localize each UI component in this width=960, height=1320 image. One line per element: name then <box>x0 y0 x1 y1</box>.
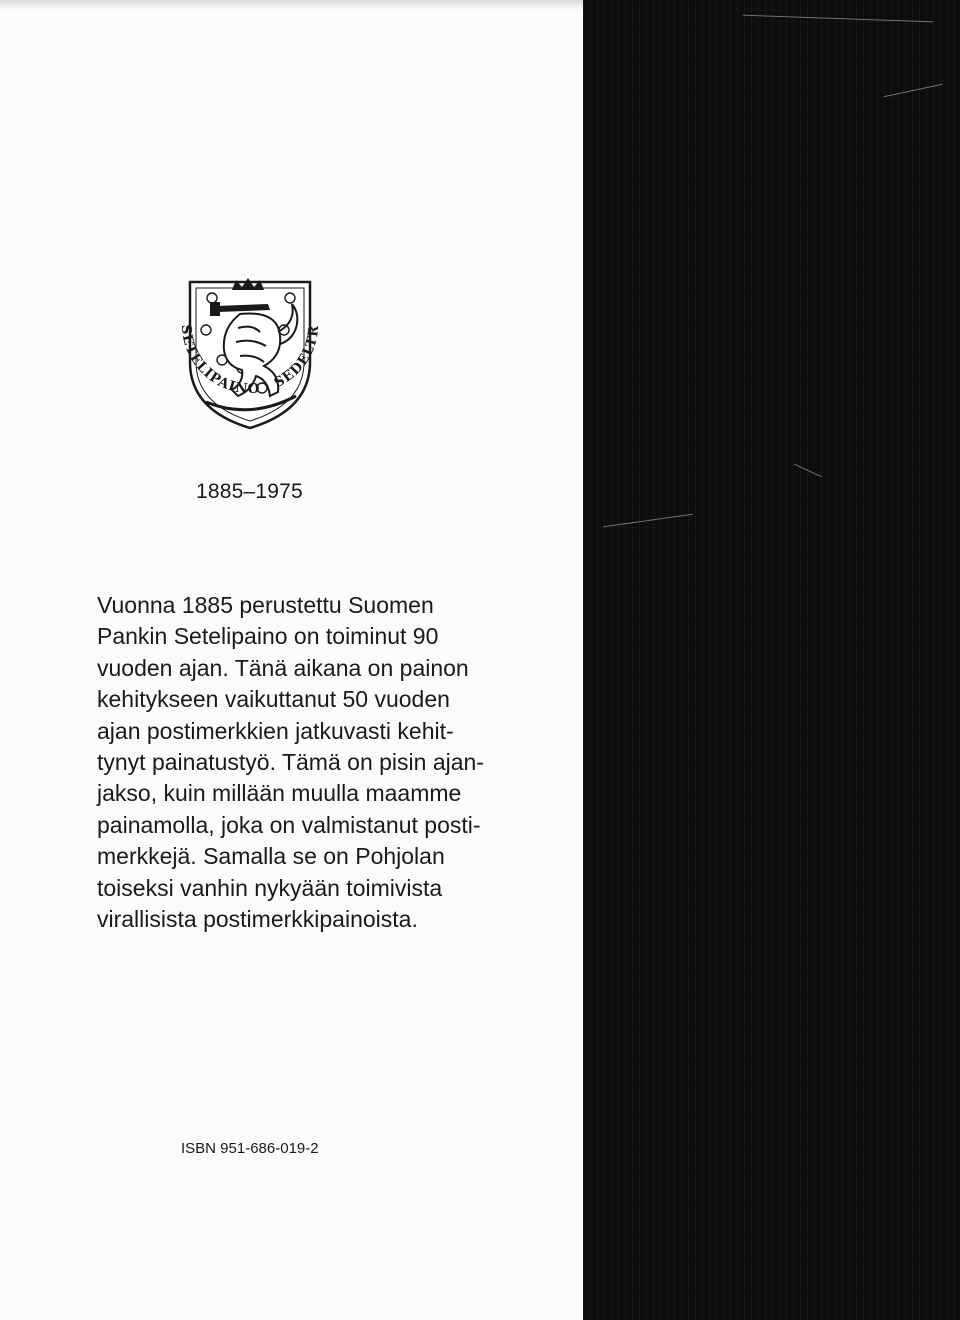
description-line: painamolla, joka on valmistanut posti- <box>97 811 481 838</box>
spine-scratch <box>884 84 943 97</box>
spine-scratch <box>743 15 933 23</box>
description-line: ajan postimerkkien jatkuvasti kehit- <box>97 717 454 744</box>
description-line: Vuonna 1885 perustettu Suomen <box>97 592 434 618</box>
description-line: jakso, kuin millään muulla maamme <box>97 780 462 807</box>
spine-scratch <box>603 514 692 528</box>
lion-coat-of-arms-icon <box>160 270 340 450</box>
emblem-ring-text: SETELIPAINO · SEDELTR <box>177 323 323 398</box>
description-line: merkkejä. Samalla se on Pohjolan <box>97 843 445 870</box>
spine-scratch <box>794 464 822 478</box>
setelipaino-emblem <box>160 270 340 450</box>
description-line: toiseksi vanhin nykyään toimivista <box>97 874 443 901</box>
years-label: 1885–1975 <box>196 480 303 503</box>
description-paragraph <box>97 590 567 935</box>
description-line: Pankin Setelipaino on toiminut 90 <box>97 623 439 650</box>
black-spine-band <box>583 0 960 1320</box>
description-line: virallisista postimerkkipainoista. <box>97 906 418 933</box>
description-line: vuoden ajan. Tänä aikana on painon <box>97 654 469 681</box>
isbn-label: ISBN 951-686-019-2 <box>181 1140 319 1157</box>
description-line: kehitykseen vaikuttanut 50 vuoden <box>97 686 450 713</box>
description-line: tynyt painatustyö. Tämä on pisin ajan- <box>97 749 484 776</box>
